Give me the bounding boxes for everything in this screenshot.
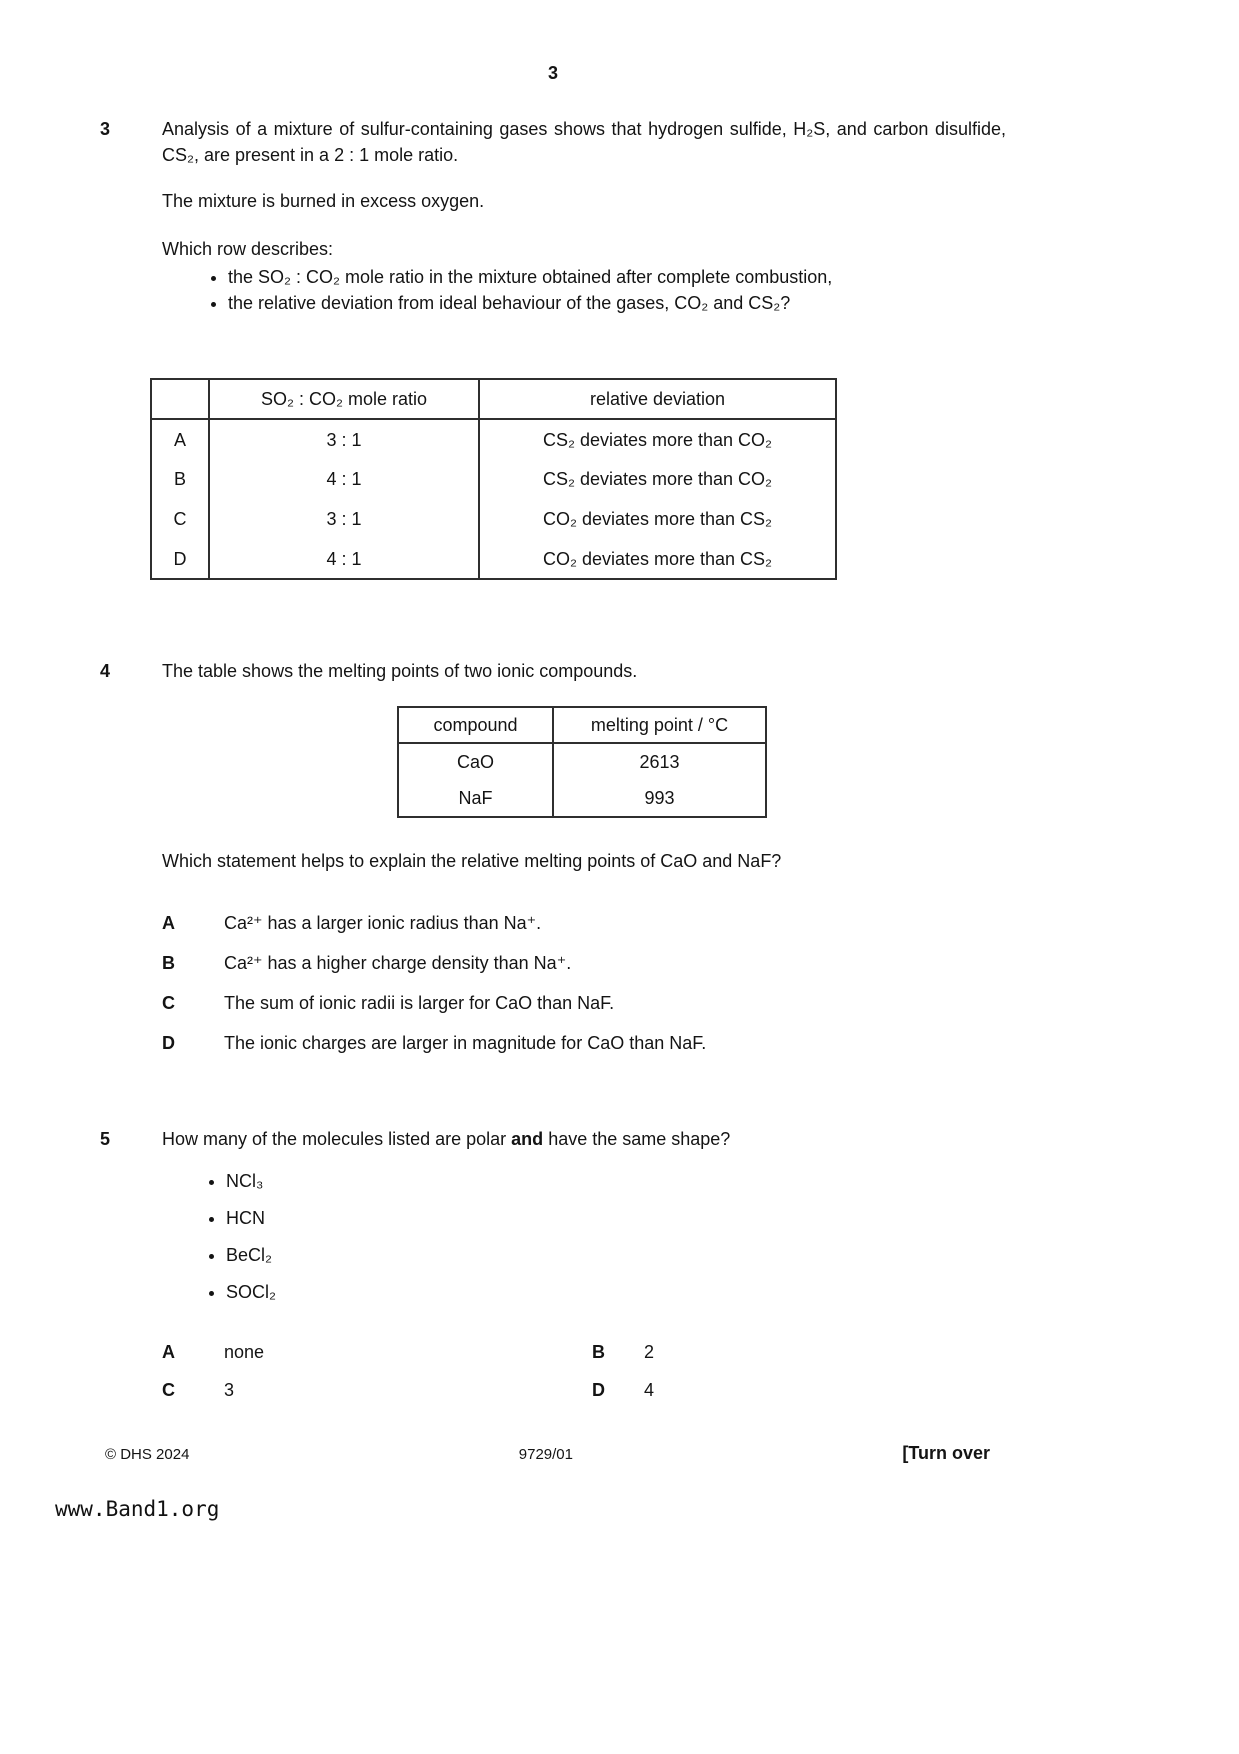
- row-label: C: [151, 499, 209, 539]
- cell-mole-ratio: 4 : 1: [209, 539, 479, 579]
- row-label: D: [151, 539, 209, 579]
- question-5-options: [162, 1339, 1006, 1403]
- footer-turn-over: [Turn over: [902, 1443, 990, 1463]
- page-footer: [105, 1440, 990, 1468]
- option-c: [162, 990, 1006, 1016]
- option-label-d: D: [592, 1380, 605, 1400]
- cell-deviation: CS₂ deviates more than CO₂: [479, 419, 836, 459]
- question-3-paragraph-1: Analysis of a mixture of sulfur-containing gases shows that hydrogen sulfide, H₂S, and carbon disulfide, CS₂, are present in a 2 : 1 mole ratio.: [162, 119, 1006, 165]
- footer-paper-code: 9729/01: [518, 1446, 573, 1463]
- question-3-number: 3: [100, 119, 111, 139]
- question-5-molecule-list: [162, 1168, 1006, 1305]
- question-5-number: 5: [100, 1129, 111, 1149]
- question-3-paragraph-3: Which row describes:: [162, 239, 334, 259]
- q4-table-header: [398, 707, 766, 743]
- option-d: [162, 1030, 1006, 1056]
- cell-deviation: CS₂ deviates more than CO₂: [479, 459, 836, 499]
- question-4-intro: The table shows the melting points of two ionic compounds.: [162, 661, 638, 681]
- option-label-c: C: [162, 1380, 175, 1400]
- q3-table-header: [151, 379, 836, 419]
- option-b: [162, 950, 1006, 976]
- molecule-item: • HCN: [226, 1205, 1006, 1231]
- table-row: [398, 780, 766, 817]
- row-label: B: [151, 459, 209, 499]
- option-text-b: 2: [644, 1342, 655, 1362]
- option-text-d: 4: [644, 1380, 655, 1400]
- molecule-item: • BeCl₂: [226, 1242, 1006, 1268]
- question-5: [100, 1126, 1006, 1403]
- q4-melting-point-table: [397, 706, 767, 818]
- question-4-body: [162, 658, 1006, 1056]
- q4-header-compound: compound: [398, 707, 553, 743]
- question-3-paragraph-2: The mixture is burned in excess oxygen.: [162, 191, 485, 211]
- bullet-item: • the relative deviation from ideal behaviour of the gases, CO₂ and CS₂?: [228, 290, 1006, 316]
- option-label-a: A: [162, 1342, 175, 1362]
- option-text: Ca²⁺ has a larger ionic radius than Na⁺.: [224, 913, 542, 933]
- page-number: 3: [547, 63, 558, 83]
- cell-melting-point: 993: [553, 780, 766, 817]
- q3-header-relative-deviation: relative deviation: [479, 379, 836, 419]
- table-row: [151, 419, 836, 459]
- option-label: D: [162, 1033, 175, 1053]
- option-label: C: [162, 993, 175, 1013]
- table-row: [398, 743, 766, 780]
- cell-compound: NaF: [398, 780, 553, 817]
- option-text-a: none: [224, 1342, 265, 1362]
- option-text: Ca²⁺ has a higher charge density than Na⁺.: [224, 953, 572, 973]
- q3-header-mole-ratio: SO₂ : CO₂ mole ratio: [209, 379, 479, 419]
- question-text-post: have the same shape?: [543, 1129, 731, 1149]
- question-4-question: Which statement helps to explain the relative melting points of CaO and NaF?: [162, 851, 782, 871]
- option-label-b: B: [592, 1342, 605, 1362]
- table-row: [151, 539, 836, 579]
- cell-mole-ratio: 3 : 1: [209, 419, 479, 459]
- q3-header-blank: [151, 379, 209, 419]
- option-text: The sum of ionic radii is larger for CaO than NaF.: [224, 993, 615, 1013]
- q3-answer-table: [150, 378, 837, 580]
- option-a: [162, 910, 1006, 936]
- q4-header-melting-point: melting point / °C: [553, 707, 766, 743]
- question-3: [100, 116, 1006, 580]
- question-4: [100, 658, 1006, 1056]
- footer-copyright: © DHS 2024: [105, 1446, 190, 1463]
- molecule-item: • SOCl₂: [226, 1279, 1006, 1305]
- question-3-bullet-list: [162, 264, 1006, 316]
- question-text-bold: and: [511, 1129, 544, 1149]
- option-label: A: [162, 913, 175, 933]
- bullet-item: • the SO₂ : CO₂ mole ratio in the mixture obtained after complete combustion,: [228, 264, 1006, 290]
- table-row: [151, 499, 836, 539]
- row-label: A: [151, 419, 209, 459]
- cell-mole-ratio: 4 : 1: [209, 459, 479, 499]
- watermark-url: www.Band1.org: [55, 1497, 220, 1521]
- cell-deviation: CO₂ deviates more than CS₂: [479, 539, 836, 579]
- cell-compound: CaO: [398, 743, 553, 780]
- table-row: [151, 459, 836, 499]
- question-4-number: 4: [100, 661, 111, 681]
- question-5-body: [162, 1126, 1006, 1403]
- cell-mole-ratio: 3 : 1: [209, 499, 479, 539]
- question-text-pre: How many of the molecules listed are polar: [162, 1129, 512, 1149]
- option-label: B: [162, 953, 175, 973]
- cell-deviation: CO₂ deviates more than CS₂: [479, 499, 836, 539]
- question-3-body: [162, 116, 1006, 580]
- option-text-c: 3: [224, 1380, 235, 1400]
- molecule-item: • NCl₃: [226, 1168, 1006, 1194]
- option-text: The ionic charges are larger in magnitude for CaO than NaF.: [224, 1033, 707, 1053]
- cell-melting-point: 2613: [553, 743, 766, 780]
- question-5-question: [162, 1126, 1006, 1152]
